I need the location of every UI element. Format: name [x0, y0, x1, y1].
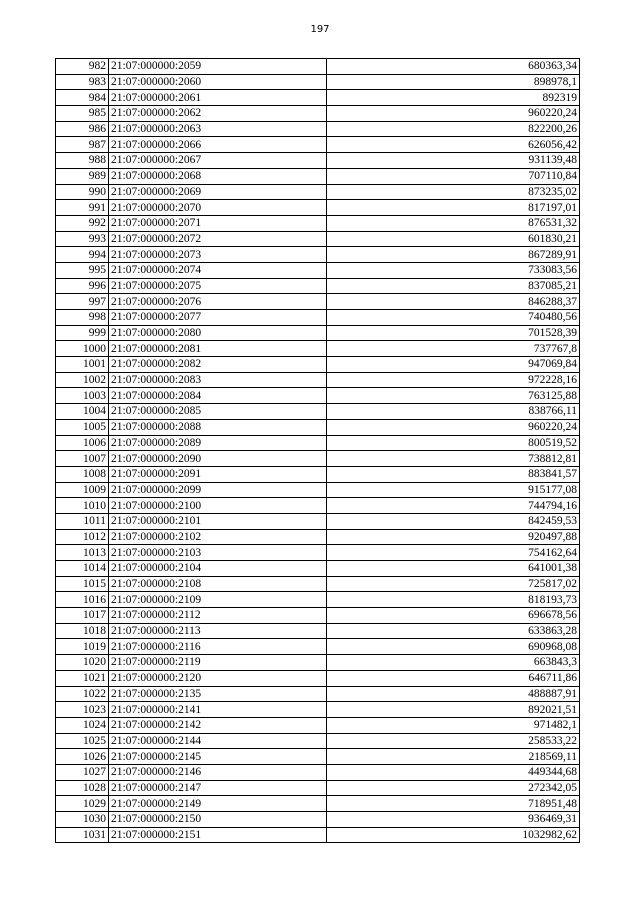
- cadastral-number-cell: 21:07:000000:2063: [109, 121, 327, 137]
- table-row: [56, 513, 580, 529]
- row-number-cell: 991: [56, 200, 109, 216]
- table-row: [56, 74, 580, 90]
- table-row: [56, 561, 580, 577]
- row-number-cell: 993: [56, 231, 109, 247]
- value-cell: 733083,56: [327, 262, 580, 278]
- table-row: [56, 200, 580, 216]
- table-row: [56, 137, 580, 153]
- row-number-cell: 1009: [56, 482, 109, 498]
- table-row: [56, 529, 580, 545]
- table-row: [56, 466, 580, 482]
- cadastral-number-cell: 21:07:000000:2082: [109, 357, 327, 373]
- row-number-cell: 1012: [56, 529, 109, 545]
- value-cell: 818193,73: [327, 592, 580, 608]
- value-cell: 488887,91: [327, 686, 580, 702]
- table-row: [56, 576, 580, 592]
- row-number-cell: 983: [56, 74, 109, 90]
- value-cell: 883841,57: [327, 466, 580, 482]
- table-row: [56, 686, 580, 702]
- value-cell: 892319: [327, 90, 580, 106]
- value-cell: 972228,16: [327, 372, 580, 388]
- cadastral-number-cell: 21:07:000000:2073: [109, 247, 327, 263]
- data-table: [55, 58, 580, 843]
- table-row: [56, 310, 580, 326]
- cadastral-number-cell: 21:07:000000:2083: [109, 372, 327, 388]
- cadastral-number-cell: 21:07:000000:2135: [109, 686, 327, 702]
- row-number-cell: 997: [56, 294, 109, 310]
- row-number-cell: 1024: [56, 717, 109, 733]
- row-number-cell: 1013: [56, 545, 109, 561]
- row-number-cell: 1015: [56, 576, 109, 592]
- value-cell: 838766,11: [327, 404, 580, 420]
- value-cell: 272342,05: [327, 780, 580, 796]
- value-cell: 696678,56: [327, 608, 580, 624]
- cadastral-number-cell: 21:07:000000:2142: [109, 717, 327, 733]
- cadastral-number-cell: 21:07:000000:2149: [109, 796, 327, 812]
- table-row: [56, 451, 580, 467]
- cadastral-number-cell: 21:07:000000:2081: [109, 341, 327, 357]
- table-row: [56, 780, 580, 796]
- table-row: [56, 812, 580, 828]
- table-row: [56, 827, 580, 843]
- row-number-cell: 1017: [56, 608, 109, 624]
- row-number-cell: 999: [56, 325, 109, 341]
- value-cell: 842459,53: [327, 513, 580, 529]
- table-row: [56, 184, 580, 200]
- cadastral-number-cell: 21:07:000000:2067: [109, 153, 327, 169]
- row-number-cell: 1022: [56, 686, 109, 702]
- table-row: [56, 247, 580, 263]
- row-number-cell: 1002: [56, 372, 109, 388]
- cadastral-number-cell: 21:07:000000:2077: [109, 310, 327, 326]
- table-row: [56, 294, 580, 310]
- table-row: [56, 655, 580, 671]
- row-number-cell: 1016: [56, 592, 109, 608]
- row-number-cell: 1014: [56, 561, 109, 577]
- cadastral-number-cell: 21:07:000000:2120: [109, 670, 327, 686]
- table-row: [56, 482, 580, 498]
- cadastral-number-cell: 21:07:000000:2112: [109, 608, 327, 624]
- cadastral-number-cell: 21:07:000000:2072: [109, 231, 327, 247]
- table-row: [56, 749, 580, 765]
- row-number-cell: 1000: [56, 341, 109, 357]
- table-row: [56, 592, 580, 608]
- cadastral-number-cell: 21:07:000000:2088: [109, 419, 327, 435]
- cadastral-number-cell: 21:07:000000:2119: [109, 655, 327, 671]
- table-row: [56, 59, 580, 75]
- cadastral-number-cell: 21:07:000000:2109: [109, 592, 327, 608]
- row-number-cell: 1019: [56, 639, 109, 655]
- value-cell: 601830,21: [327, 231, 580, 247]
- value-cell: 449344,68: [327, 764, 580, 780]
- table-row: [56, 341, 580, 357]
- value-cell: 936469,31: [327, 812, 580, 828]
- row-number-cell: 1027: [56, 764, 109, 780]
- table-row: [56, 796, 580, 812]
- row-number-cell: 1021: [56, 670, 109, 686]
- cadastral-number-cell: 21:07:000000:2060: [109, 74, 327, 90]
- row-number-cell: 1030: [56, 812, 109, 828]
- value-cell: 898978,1: [327, 74, 580, 90]
- value-cell: 218569,11: [327, 749, 580, 765]
- table-row: [56, 278, 580, 294]
- row-number-cell: 984: [56, 90, 109, 106]
- table-row: [56, 733, 580, 749]
- cadastral-number-cell: 21:07:000000:2075: [109, 278, 327, 294]
- value-cell: 837085,21: [327, 278, 580, 294]
- table-row: [56, 231, 580, 247]
- row-number-cell: 987: [56, 137, 109, 153]
- cadastral-number-cell: 21:07:000000:2101: [109, 513, 327, 529]
- value-cell: 725817,02: [327, 576, 580, 592]
- row-number-cell: 1031: [56, 827, 109, 843]
- cadastral-number-cell: 21:07:000000:2069: [109, 184, 327, 200]
- row-number-cell: 998: [56, 310, 109, 326]
- row-number-cell: 989: [56, 168, 109, 184]
- cadastral-number-cell: 21:07:000000:2145: [109, 749, 327, 765]
- value-cell: 258533,22: [327, 733, 580, 749]
- value-cell: 822200,26: [327, 121, 580, 137]
- row-number-cell: 1008: [56, 466, 109, 482]
- cadastral-number-cell: 21:07:000000:2076: [109, 294, 327, 310]
- table-row: [56, 262, 580, 278]
- row-number-cell: 985: [56, 106, 109, 122]
- row-number-cell: 1003: [56, 388, 109, 404]
- row-number-cell: 1023: [56, 702, 109, 718]
- value-cell: 915177,08: [327, 482, 580, 498]
- value-cell: 663843,3: [327, 655, 580, 671]
- cadastral-number-cell: 21:07:000000:2151: [109, 827, 327, 843]
- cadastral-number-cell: 21:07:000000:2099: [109, 482, 327, 498]
- value-cell: 737767,8: [327, 341, 580, 357]
- cadastral-number-cell: 21:07:000000:2108: [109, 576, 327, 592]
- value-cell: 846288,37: [327, 294, 580, 310]
- table-row: [56, 153, 580, 169]
- row-number-cell: 1010: [56, 498, 109, 514]
- row-number-cell: 995: [56, 262, 109, 278]
- cadastral-number-cell: 21:07:000000:2062: [109, 106, 327, 122]
- value-cell: 690968,08: [327, 639, 580, 655]
- value-cell: 960220,24: [327, 106, 580, 122]
- value-cell: 718951,48: [327, 796, 580, 812]
- cadastral-number-cell: 21:07:000000:2084: [109, 388, 327, 404]
- value-cell: 646711,86: [327, 670, 580, 686]
- table-row: [56, 639, 580, 655]
- row-number-cell: 982: [56, 59, 109, 75]
- table-body: [56, 59, 580, 843]
- table-row: [56, 357, 580, 373]
- row-number-cell: 1025: [56, 733, 109, 749]
- cadastral-number-cell: 21:07:000000:2150: [109, 812, 327, 828]
- cadastral-number-cell: 21:07:000000:2061: [109, 90, 327, 106]
- value-cell: 641001,38: [327, 561, 580, 577]
- cadastral-number-cell: 21:07:000000:2091: [109, 466, 327, 482]
- row-number-cell: 1007: [56, 451, 109, 467]
- value-cell: 876531,32: [327, 215, 580, 231]
- row-number-cell: 1018: [56, 623, 109, 639]
- value-cell: 867289,91: [327, 247, 580, 263]
- table-row: [56, 498, 580, 514]
- cadastral-number-cell: 21:07:000000:2113: [109, 623, 327, 639]
- value-cell: 626056,42: [327, 137, 580, 153]
- cadastral-number-cell: 21:07:000000:2147: [109, 780, 327, 796]
- value-cell: 800519,52: [327, 435, 580, 451]
- table-row: [56, 121, 580, 137]
- table-row: [56, 717, 580, 733]
- value-cell: 947069,84: [327, 357, 580, 373]
- row-number-cell: 1029: [56, 796, 109, 812]
- value-cell: 740480,56: [327, 310, 580, 326]
- table-row: [56, 325, 580, 341]
- cadastral-number-cell: 21:07:000000:2141: [109, 702, 327, 718]
- row-number-cell: 1028: [56, 780, 109, 796]
- value-cell: 701528,39: [327, 325, 580, 341]
- cadastral-number-cell: 21:07:000000:2090: [109, 451, 327, 467]
- cadastral-number-cell: 21:07:000000:2074: [109, 262, 327, 278]
- table-row: [56, 106, 580, 122]
- table-row: [56, 702, 580, 718]
- value-cell: 892021,51: [327, 702, 580, 718]
- row-number-cell: 1001: [56, 357, 109, 373]
- row-number-cell: 990: [56, 184, 109, 200]
- cadastral-number-cell: 21:07:000000:2144: [109, 733, 327, 749]
- cadastral-number-cell: 21:07:000000:2104: [109, 561, 327, 577]
- value-cell: 817197,01: [327, 200, 580, 216]
- cadastral-number-cell: 21:07:000000:2071: [109, 215, 327, 231]
- row-number-cell: 1005: [56, 419, 109, 435]
- table-row: [56, 372, 580, 388]
- cadastral-number-cell: 21:07:000000:2089: [109, 435, 327, 451]
- value-cell: 873235,02: [327, 184, 580, 200]
- value-cell: 960220,24: [327, 419, 580, 435]
- cadastral-number-cell: 21:07:000000:2059: [109, 59, 327, 75]
- value-cell: 680363,34: [327, 59, 580, 75]
- table-row: [56, 168, 580, 184]
- table-row: [56, 608, 580, 624]
- table-row: [56, 670, 580, 686]
- value-cell: 1032982,62: [327, 827, 580, 843]
- row-number-cell: 1004: [56, 404, 109, 420]
- table-row: [56, 623, 580, 639]
- cadastral-number-cell: 21:07:000000:2068: [109, 168, 327, 184]
- row-number-cell: 994: [56, 247, 109, 263]
- row-number-cell: 1026: [56, 749, 109, 765]
- row-number-cell: 996: [56, 278, 109, 294]
- row-number-cell: 1006: [56, 435, 109, 451]
- cadastral-number-cell: 21:07:000000:2085: [109, 404, 327, 420]
- value-cell: 920497,88: [327, 529, 580, 545]
- value-cell: 763125,88: [327, 388, 580, 404]
- value-cell: 931139,48: [327, 153, 580, 169]
- cadastral-number-cell: 21:07:000000:2100: [109, 498, 327, 514]
- row-number-cell: 992: [56, 215, 109, 231]
- cadastral-number-cell: 21:07:000000:2066: [109, 137, 327, 153]
- table-row: [56, 404, 580, 420]
- value-cell: 754162,64: [327, 545, 580, 561]
- value-cell: 738812,81: [327, 451, 580, 467]
- table-row: [56, 90, 580, 106]
- table-row: [56, 435, 580, 451]
- cadastral-number-cell: 21:07:000000:2070: [109, 200, 327, 216]
- cadastral-number-cell: 21:07:000000:2146: [109, 764, 327, 780]
- value-cell: 707110,84: [327, 168, 580, 184]
- cadastral-number-cell: 21:07:000000:2080: [109, 325, 327, 341]
- table-row: [56, 388, 580, 404]
- row-number-cell: 1011: [56, 513, 109, 529]
- value-cell: 633863,28: [327, 623, 580, 639]
- cadastral-number-cell: 21:07:000000:2103: [109, 545, 327, 561]
- value-cell: 971482,1: [327, 717, 580, 733]
- table-row: [56, 764, 580, 780]
- table-row: [56, 545, 580, 561]
- table-row: [56, 215, 580, 231]
- row-number-cell: 1020: [56, 655, 109, 671]
- table-row: [56, 419, 580, 435]
- row-number-cell: 986: [56, 121, 109, 137]
- value-cell: 744794,16: [327, 498, 580, 514]
- page-number: 197: [310, 24, 330, 35]
- cadastral-number-cell: 21:07:000000:2116: [109, 639, 327, 655]
- cadastral-number-cell: 21:07:000000:2102: [109, 529, 327, 545]
- row-number-cell: 988: [56, 153, 109, 169]
